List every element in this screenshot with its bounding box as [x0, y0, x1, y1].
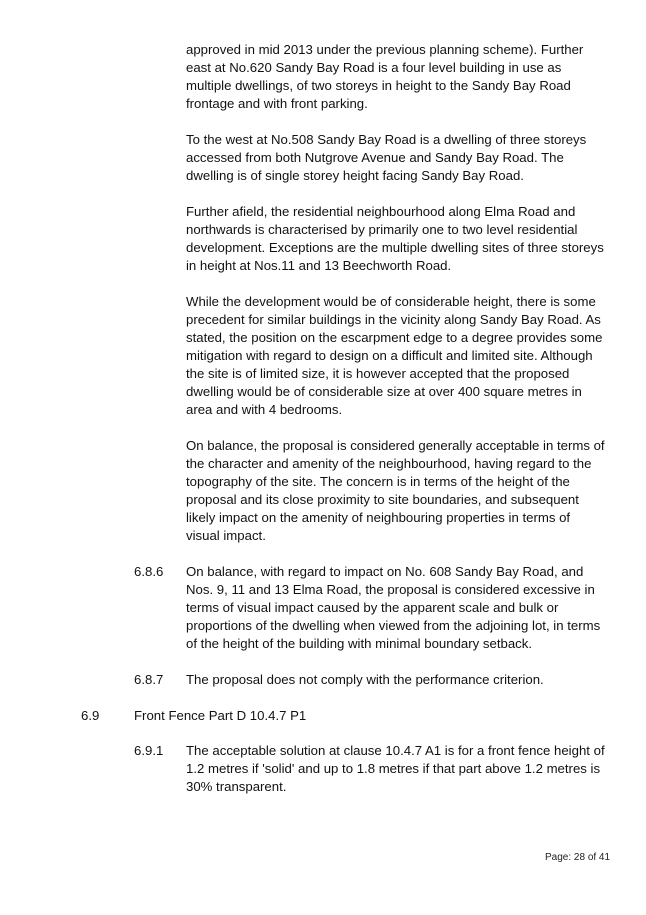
clause-number-6-8-7: 6.8.7: [134, 672, 164, 687]
paragraph-balance-character: On balance, the proposal is considered generally acceptable in terms of the character and amenity of the neighbourhood, having regard to the topography of the site. The concern is in terms of the height of the proposal and its close proximity to site boundaries, and subsequent likely impact on the amenity of neighbouring properties in terms of visual impact.: [186, 438, 605, 543]
paragraph-neighbourhood: Further afield, the residential neighbourhood along Elma Road and northwards is characterised by primarily one to two level residential development. Exceptions are the multiple dwelling sites of three storeys in height at Nos.11 and 13 Beechworth Road.: [186, 204, 604, 273]
paragraph-precedent: While the development would be of considerable height, there is some precedent for similar buildings in the vicinity along Sandy Bay Road. As stated, the position on the escarpment edge to a degree provides some mitigation with regard to design on a difficult and limited site. Although the site is of limited size, it is however accepted that the proposed dwelling would be of considerable size at over 400 square metres in area and with 4 bedrooms.: [186, 294, 603, 417]
clause-text-6-8-7: The proposal does not comply with the performance criterion.: [186, 672, 544, 687]
clause-number-6-8-6: 6.8.6: [134, 564, 164, 579]
page-number: Page: 28 of 41: [545, 852, 611, 863]
paragraph-west-dwelling: To the west at No.508 Sandy Bay Road is a dwelling of three storeys accessed from both Nutgrove Avenue and Sandy Bay Road. The dwelling is of single storey height facing Sandy Bay Road.: [186, 132, 587, 183]
paragraph-adjacent-buildings: approved in mid 2013 under the previous planning scheme). Further east at No.620 Sandy Bay Road is a four level building in use as multiple dwellings, of two storeys in height to the Sandy Bay Road frontage and with front parking.: [186, 42, 584, 111]
clause-number-6-9-1: 6.9.1: [134, 743, 164, 758]
clause-text-6-8-6: On balance, with regard to impact on No. 608 Sandy Bay Road, and Nos. 9, 11 and 13 Elma Road, the proposal is considered excessive in terms of visual impact caused by the apparent scale and bulk or proportions of the dwelling when viewed from the adjoining lot, in terms of the height of the building with minimal boundary setback.: [186, 564, 601, 651]
section-number-6-9: 6.9: [81, 708, 100, 723]
clause-text-6-9-1: The acceptable solution at clause 10.4.7 A1 is for a front fence height of 1.2 metres if 'solid' and up to 1.8 metres if that part above 1.2 metres is 30% transparent.: [186, 743, 605, 794]
section-title-front-fence: Front Fence Part D 10.4.7 P1: [134, 708, 307, 723]
